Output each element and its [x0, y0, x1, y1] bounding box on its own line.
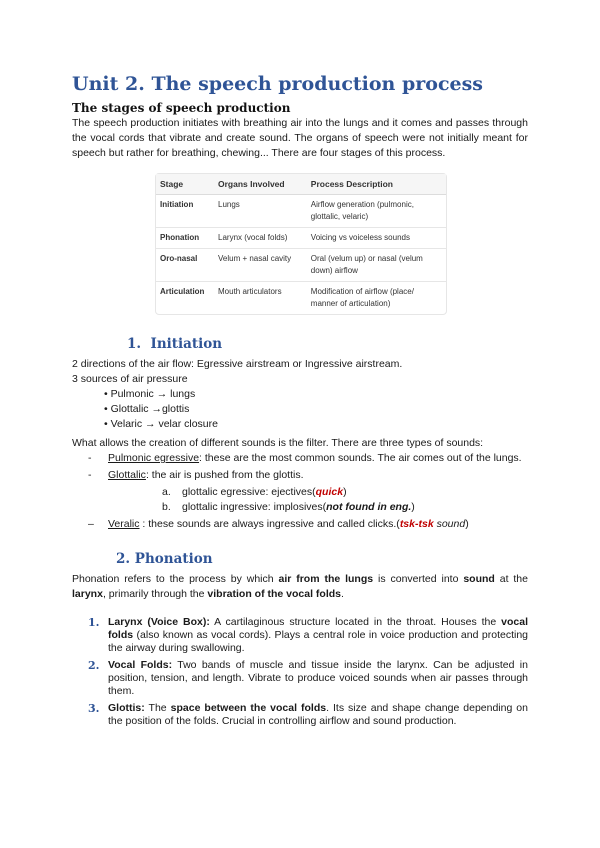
- bold-run: vocal folds: [108, 616, 528, 641]
- text-run: Two bands of muscle and tissue inside the larynx. Can be adjusted in position, tension, and length. Vibrate to produce voiced sounds when air passes through them.: [108, 659, 528, 697]
- phonation-paragraph: [72, 572, 528, 602]
- example-word-suffix: sound: [433, 518, 466, 530]
- list-item: [88, 659, 528, 698]
- list-marker: 2.: [88, 659, 100, 672]
- list-item: [88, 702, 528, 728]
- list-item: [162, 485, 528, 500]
- filter-paragraph: What allows the creation of different sounds is the filter. There are three types of sounds:: [72, 437, 484, 449]
- table-cell: Oro-nasal: [156, 249, 214, 282]
- list-item: [162, 500, 528, 515]
- text-run: A cartilaginous structure located in the throat. Houses the: [209, 616, 502, 628]
- list-item: - Glottalic: the air is pushed from the glottis.: [88, 469, 304, 481]
- table-cell: Mouth articulators: [218, 287, 282, 296]
- bold-run: sound: [463, 573, 495, 585]
- pulmonic-text: : these are the most common sounds. The air comes out of the lungs.: [199, 452, 522, 464]
- pulmonic-term: Pulmonic egressive: [108, 452, 200, 464]
- intro-paragraph: The speech production initiates with breathing air into the lungs and it comes and passes through the vocal cords that vibrate and create sound. The organs of speech were not initially meant for speech but rather for breathing, chewing... There are four stages of this process.: [72, 117, 528, 159]
- table-cell: Voicing vs voiceless sounds: [307, 228, 446, 249]
- example-word: quick: [315, 486, 344, 498]
- list-marker: 3.: [88, 702, 100, 715]
- table-cell: Lungs: [214, 195, 307, 228]
- airflow-directions: 2 directions of the air flow: Egressive airstream or Ingressive airstream.: [72, 358, 403, 370]
- air-pressure-sources: 3 sources of air pressure: [72, 373, 188, 385]
- velaric-term: Veralic: [108, 518, 140, 530]
- table-header: Process Description: [307, 174, 446, 195]
- item-term: Glottis:: [108, 702, 145, 714]
- text-run: is converted into: [373, 573, 464, 585]
- list-item: - Pulmonic egressive: these are the most common sounds. The air comes out of the lungs.: [88, 452, 522, 464]
- table-header: Organs Involved: [214, 174, 307, 195]
- heading-number: 1.: [127, 336, 142, 352]
- item-term: Vocal Folds:: [108, 659, 173, 671]
- example-note: not found in eng.: [326, 501, 412, 513]
- text-run: . Its size and shape change depending on the position of the folds. Crucial in controlling airflow and sound production.: [108, 702, 528, 727]
- heading-text: Initiation: [150, 336, 223, 352]
- table-header: Stage: [156, 174, 214, 195]
- bold-run: larynx: [72, 588, 103, 600]
- table-row: [156, 249, 446, 282]
- text-run: , primarily through the: [102, 588, 208, 600]
- item-term: Larynx (Voice Box):: [108, 616, 210, 628]
- table-cell: Larynx (vocal folds): [214, 228, 307, 249]
- table-cell: Airflow generation (pulmonic, glottalic, velaric): [307, 195, 446, 228]
- phonation-heading: 2. Phonation: [116, 551, 213, 567]
- punctuation: ): [343, 486, 347, 498]
- table-row: [156, 195, 446, 228]
- table-cell: Articulation: [160, 287, 205, 296]
- list-marker: b.: [162, 501, 171, 513]
- example-word: tsk-tsk: [399, 518, 434, 530]
- initiation-heading: [127, 335, 528, 353]
- list-marker: a.: [162, 486, 171, 498]
- velaric-text: : these sounds are always ingressive and called clicks.(: [139, 518, 400, 530]
- bold-run: air from the lungs: [278, 573, 374, 585]
- list-item: • Glottalic →glottis: [104, 403, 190, 415]
- punctuation: ): [411, 501, 415, 513]
- punctuation: ): [465, 518, 469, 530]
- document-page: [72, 72, 528, 728]
- table-header-row: [156, 174, 446, 195]
- glottalic-text: : the air is pushed from the glottis.: [145, 469, 304, 481]
- text-run: The: [144, 702, 171, 714]
- table-row: [156, 228, 446, 249]
- sub-item-text: glottalic ingressive: implosives(: [182, 501, 327, 513]
- list-item: [88, 616, 528, 655]
- table-cell: Velum + nasal cavity: [214, 249, 307, 282]
- section-subtitle: The stages of speech production: [72, 101, 291, 115]
- table-row: [156, 282, 446, 315]
- stages-table: [155, 173, 447, 315]
- bold-run: vibration of the vocal folds: [207, 588, 342, 600]
- list-item: • Velaric → velar closure: [104, 418, 218, 430]
- list-item: • Pulmonic → lungs: [104, 388, 196, 400]
- list-marker: 1.: [88, 616, 100, 629]
- bold-run: space between the vocal folds: [170, 702, 327, 714]
- glottalic-term: Glottalic: [108, 469, 146, 481]
- text-run: .: [341, 588, 344, 600]
- text-run: Phonation refers to the process by which: [72, 573, 279, 585]
- page-title: Unit 2. The speech production process: [72, 73, 484, 95]
- sub-item-text: glottalic egressive: ejectives(: [182, 486, 316, 498]
- table-cell: Phonation: [156, 228, 214, 249]
- table-cell: Modification of airflow (place/ manner of articulation): [310, 287, 414, 308]
- list-item: – Veralic : these sounds are always ingressive and called clicks.(tsk-tsk sound): [88, 518, 469, 530]
- text-run: at the: [494, 573, 528, 585]
- table-cell: Oral (velum up) or nasal (velum down) airflow: [307, 249, 446, 282]
- text-run: (also known as vocal cords). Plays a central role in voice production and protecting the airway during swallowing.: [108, 629, 528, 654]
- table-cell: Initiation: [156, 195, 214, 228]
